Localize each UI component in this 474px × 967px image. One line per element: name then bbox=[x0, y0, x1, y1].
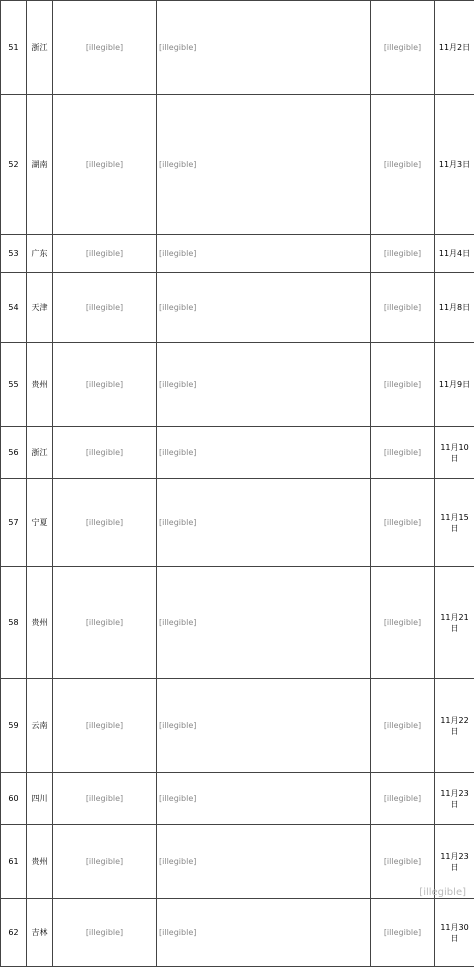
table-row bbox=[1, 679, 474, 773]
province: 云南 bbox=[27, 679, 53, 773]
issuer: [illegible] bbox=[371, 679, 435, 773]
publish-date: 11月23日 bbox=[435, 825, 474, 899]
issuer: [illegible] bbox=[371, 427, 435, 479]
table-row bbox=[1, 1, 474, 95]
publish-date: 11月3日 bbox=[435, 95, 474, 235]
row-number: 55 bbox=[1, 343, 27, 427]
table-row bbox=[1, 235, 474, 273]
policy-name: [illegible] bbox=[53, 773, 157, 825]
policy-name: [illegible] bbox=[53, 235, 157, 273]
row-number: 62 bbox=[1, 899, 27, 967]
table-row bbox=[1, 427, 474, 479]
table-row bbox=[1, 567, 474, 679]
policy-name: [illegible] bbox=[53, 899, 157, 967]
issuer: [illegible] bbox=[371, 899, 435, 967]
policy-name: [illegible] bbox=[53, 1, 157, 95]
province: 贵州 bbox=[27, 825, 53, 899]
province: 贵州 bbox=[27, 343, 53, 427]
policy-summary: [illegible] bbox=[157, 567, 371, 679]
policy-summary: [illegible] bbox=[157, 825, 371, 899]
table-row bbox=[1, 95, 474, 235]
watermark: [illegible] bbox=[419, 887, 466, 898]
table-row bbox=[1, 273, 474, 343]
policy-name: [illegible] bbox=[53, 679, 157, 773]
issuer: [illegible] bbox=[371, 773, 435, 825]
policy-summary: [illegible] bbox=[157, 95, 371, 235]
policy-summary: [illegible] bbox=[157, 899, 371, 967]
issuer: [illegible] bbox=[371, 273, 435, 343]
publish-date: 11月22日 bbox=[435, 679, 474, 773]
publish-date: 11月10日 bbox=[435, 427, 474, 479]
province: 湖南 bbox=[27, 95, 53, 235]
province: 浙江 bbox=[27, 427, 53, 479]
publish-date: 11月21日 bbox=[435, 567, 474, 679]
row-number: 52 bbox=[1, 95, 27, 235]
issuer: [illegible] bbox=[371, 567, 435, 679]
issuer: [illegible] bbox=[371, 95, 435, 235]
publish-date: 11月8日 bbox=[435, 273, 474, 343]
row-number: 60 bbox=[1, 773, 27, 825]
policy-name: [illegible] bbox=[53, 427, 157, 479]
issuer: [illegible] bbox=[371, 235, 435, 273]
row-number: 59 bbox=[1, 679, 27, 773]
issuer: [illegible] bbox=[371, 1, 435, 95]
province: 宁夏 bbox=[27, 479, 53, 567]
publish-date: 11月23日 bbox=[435, 773, 474, 825]
row-number: 61 bbox=[1, 825, 27, 899]
publish-date: 11月30日 bbox=[435, 899, 474, 967]
publish-date: 11月15日 bbox=[435, 479, 474, 567]
policy-summary: [illegible] bbox=[157, 343, 371, 427]
row-number: 54 bbox=[1, 273, 27, 343]
province: 天津 bbox=[27, 273, 53, 343]
policy-summary: [illegible] bbox=[157, 1, 371, 95]
policy-summary: [illegible] bbox=[157, 427, 371, 479]
province: 贵州 bbox=[27, 567, 53, 679]
policy-name: [illegible] bbox=[53, 479, 157, 567]
province: 浙江 bbox=[27, 1, 53, 95]
table-row bbox=[1, 343, 474, 427]
table-row bbox=[1, 479, 474, 567]
policy-name: [illegible] bbox=[53, 95, 157, 235]
province: 四川 bbox=[27, 773, 53, 825]
policy-name: [illegible] bbox=[53, 825, 157, 899]
policy-summary: [illegible] bbox=[157, 479, 371, 567]
issuer: [illegible] bbox=[371, 825, 435, 899]
row-number: 53 bbox=[1, 235, 27, 273]
row-number: 57 bbox=[1, 479, 27, 567]
publish-date: 11月9日 bbox=[435, 343, 474, 427]
row-number: 56 bbox=[1, 427, 27, 479]
issuer: [illegible] bbox=[371, 479, 435, 567]
policy-summary: [illegible] bbox=[157, 273, 371, 343]
policy-summary: [illegible] bbox=[157, 773, 371, 825]
table-row bbox=[1, 899, 474, 967]
province: 广东 bbox=[27, 235, 53, 273]
issuer: [illegible] bbox=[371, 343, 435, 427]
policy-name: [illegible] bbox=[53, 343, 157, 427]
row-number: 51 bbox=[1, 1, 27, 95]
policy-summary: [illegible] bbox=[157, 679, 371, 773]
publish-date: 11月2日 bbox=[435, 1, 474, 95]
province: 吉林 bbox=[27, 899, 53, 967]
policy-name: [illegible] bbox=[53, 567, 157, 679]
policy-name: [illegible] bbox=[53, 273, 157, 343]
policy-summary: [illegible] bbox=[157, 235, 371, 273]
publish-date: 11月4日 bbox=[435, 235, 474, 273]
row-number: 58 bbox=[1, 567, 27, 679]
table-row bbox=[1, 825, 474, 899]
table-row bbox=[1, 773, 474, 825]
